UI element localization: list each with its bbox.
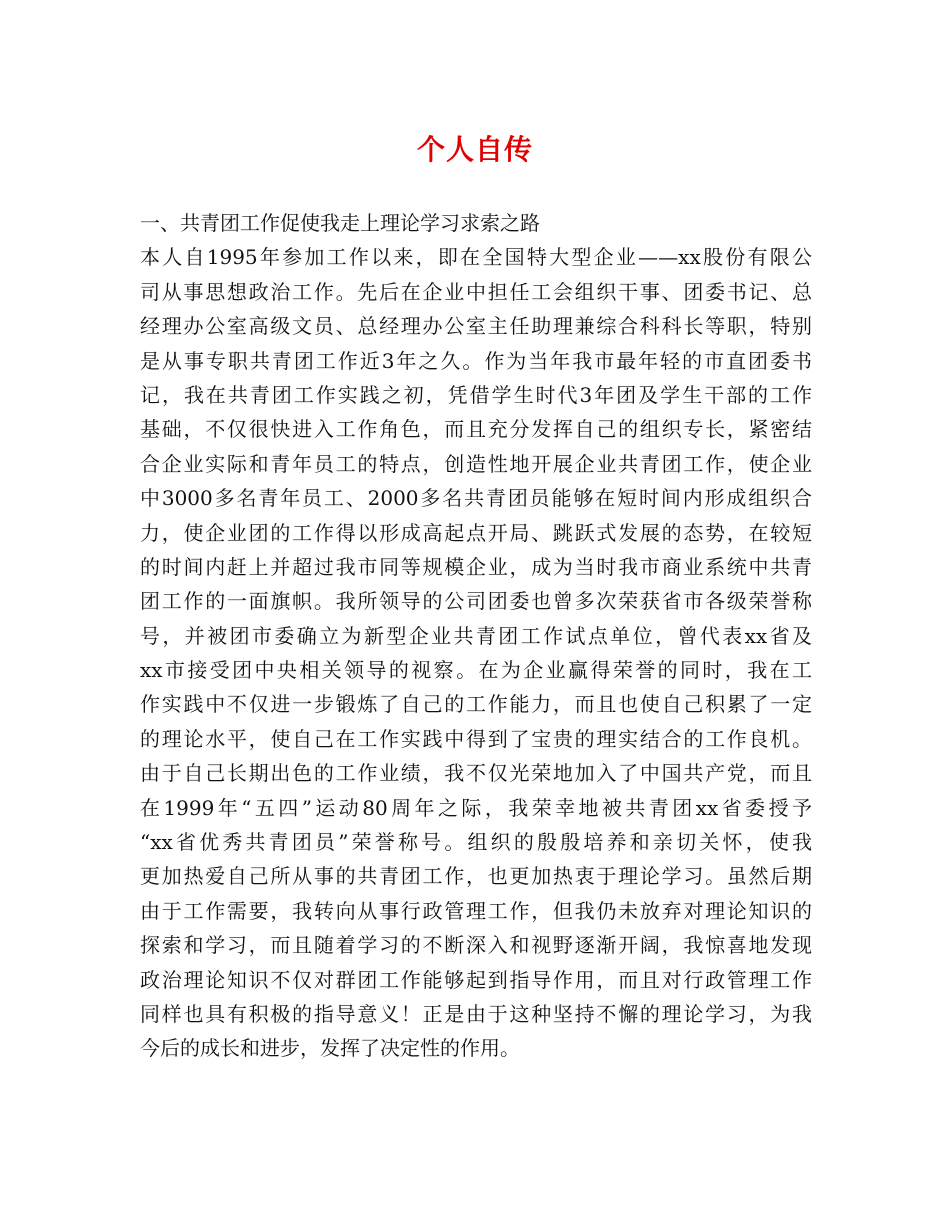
paragraph-line: 中3000多名青年员工、2000多名共青团员能够在短时间内形成组织合 [140, 486, 812, 511]
paragraph-line: 司从事思想政治工作。先后在企业中担任工会组织干事、团委书记、总 [140, 279, 812, 304]
paragraph-line: 作实践中不仅进一步锻炼了自己的工作能力，而且也使自己积累了一定 [140, 692, 812, 717]
section-heading: 一、共青团工作促使我走上理论学习求索之路 [140, 211, 540, 235]
paragraph [140, 240, 812, 1065]
paragraph-line: 探索和学习，而且随着学习的不断深入和视野逐渐开阔，我惊喜地发现 [140, 933, 812, 958]
paragraph-line: 由于工作需要，我转向从事行政管理工作，但我仍未放弃对理论知识的 [140, 898, 812, 923]
paragraph-line: 的理论水平，使自己在工作实践中得到了宝贵的理实结合的工作良机。 [140, 726, 812, 751]
document-body [140, 206, 812, 1066]
paragraph-line: 更加热爱自己所从事的共青团工作，也更加热衷于理论学习。虽然后期 [140, 864, 812, 889]
paragraph-line: 是从事专职共青团工作近3年之久。作为当年我市最年轻的市直团委书 [140, 348, 812, 373]
paragraph-line: 同样也具有积极的指导意义！正是由于这种坚持不懈的理论学习，为我 [140, 1001, 812, 1026]
paragraph-line: 由于自己长期出色的工作业绩，我不仅光荣地加入了中国共产党，而且 [140, 761, 812, 786]
paragraph-line: 的时间内赶上并超过我市同等规模企业，成为当时我市商业系统中共青 [140, 554, 812, 579]
page-title: 个人自传 [416, 133, 533, 166]
paragraph-line: 合企业实际和青年员工的特点，创造性地开展企业共青团工作，使企业 [140, 451, 812, 476]
paragraph-line: 今后的成长和进步，发挥了决定性的作用。 [140, 1036, 520, 1061]
paragraph-line: 本人自1995年参加工作以来，即在全国特大型企业——xx股份有限公 [140, 245, 812, 270]
paragraph-line: 力，使企业团的工作得以形成高起点开局、跳跃式发展的态势，在较短 [140, 520, 812, 545]
paragraph-line: 团工作的一面旗帜。我所领导的公司团委也曾多次荣获省市各级荣誉称 [140, 589, 812, 614]
paragraph-line: 在1999年“五四”运动80周年之际，我荣幸地被共青团xx省委授予 [140, 795, 812, 820]
paragraph-line: 政治理论知识不仅对群团工作能够起到指导作用，而且对行政管理工作 [140, 967, 812, 992]
paragraph-line: 基础，不仅很快进入工作角色，而且充分发挥自己的组织专长，紧密结 [140, 417, 812, 442]
paragraph-line: 记，我在共青团工作实践之初，凭借学生时代3年团及学生干部的工作 [140, 382, 812, 407]
paragraph-line: 经理办公室高级文员、总经理办公室主任助理兼综合科科长等职，特别 [140, 314, 812, 339]
paragraph-line: “xx省优秀共青团员”荣誉称号。组织的殷殷培养和亲切关怀，使我 [140, 830, 812, 855]
paragraph-line: xx市接受团中央相关领导的视察。在为企业赢得荣誉的同时，我在工 [140, 658, 812, 683]
paragraph-line: 号，并被团市委确立为新型企业共青团工作试点单位，曾代表xx省及 [140, 623, 812, 648]
